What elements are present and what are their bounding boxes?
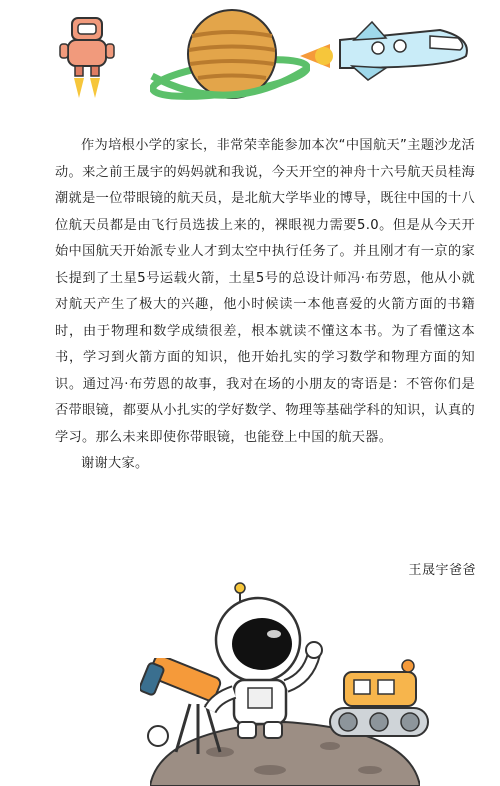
letter-thanks: 谢谢大家。 [81, 456, 149, 471]
moon-rover-icon [320, 658, 435, 748]
letter-body: 作为培根小学的家长，非常荣幸能参加本次“中国航天”主题沙龙活动。来之前王晟宇的妈妈就和我说，今天开空的神舟十六号航天员桂海潮就是一位带眼镜的航天员，是北航大学毕业的博导，既往中国的十八位航天员都是由飞行员选拔上来的，裸眼视力需要5.0。但是从今天开始中国航天开始派专业人才到太空中执行任务了。并且刚才有一京的家长提到了土星5号运载火箭，土星5号的总设计师冯·布劳恩，他从小就对航天产生了极大的兴趣，他小时候读一本他喜爱的火箭方面的书籍时，由于物理和数学成绩很差，根本就读不懂这本书。为了看懂这本书，学习到火箭方面的知识，他开始扎实的学习数学和物理方面的知识。通过冯·布劳恩的故事，我对在场的小朋友的寄语是：不管你们是否带眼镜，都要从小扎实的学好数学、物理等基础学科的知识，认真的学习。那么未来即使你带眼镜，也能登上中国的航天器。 [55, 138, 475, 445]
letter-signature: 王晟宇爸爸 [408, 563, 476, 578]
planet-icon [150, 6, 310, 111]
letter-content [55, 133, 475, 478]
robot-icon [58, 14, 118, 104]
rocket-icon [300, 16, 475, 86]
astronaut-icon [196, 582, 326, 742]
